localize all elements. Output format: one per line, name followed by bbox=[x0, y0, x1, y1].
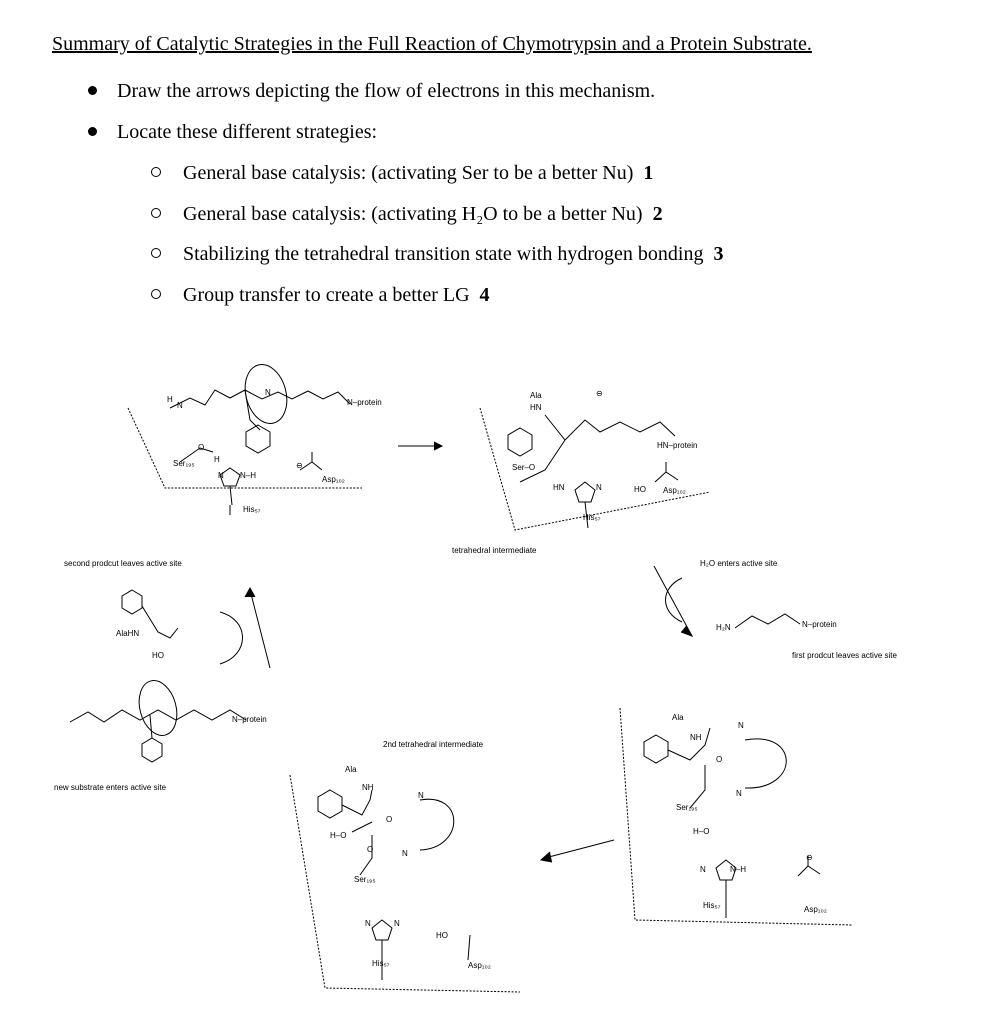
atom-label: H–O bbox=[330, 831, 347, 840]
residue-label: Ser₁₉₅ bbox=[676, 803, 698, 812]
atom-label: O bbox=[386, 815, 393, 824]
tetrahedral-label: tetrahedral intermediate bbox=[452, 546, 537, 555]
asp-sidechain bbox=[300, 452, 322, 470]
atom-label: H bbox=[214, 455, 220, 464]
tetrahedral-hydroxyl bbox=[352, 822, 372, 832]
product-leaving-line bbox=[250, 590, 270, 668]
residue-label: Asp₁₀₂ bbox=[663, 486, 686, 495]
protein-label: N–protein bbox=[802, 620, 837, 629]
atom-label: N bbox=[738, 721, 744, 730]
asp-sidechain bbox=[468, 935, 470, 960]
acyl-ser-bond bbox=[690, 765, 705, 808]
active-site-boundary bbox=[290, 775, 520, 992]
product-amine-label: AlaHN bbox=[116, 629, 140, 638]
substrate-backbone bbox=[70, 710, 246, 722]
product-phe-ring bbox=[122, 590, 142, 614]
phe-ring bbox=[142, 738, 162, 762]
asp-sidechain bbox=[655, 462, 678, 482]
phe-ring bbox=[508, 428, 532, 456]
atom-label: N bbox=[700, 865, 706, 874]
his-stem bbox=[230, 486, 232, 515]
his-loop bbox=[420, 799, 454, 850]
strategy-number: 3 bbox=[713, 243, 724, 265]
atom-label: NH bbox=[362, 783, 374, 792]
his-ring bbox=[372, 920, 392, 940]
atom-label: N bbox=[596, 483, 602, 492]
protein-label: N–protein bbox=[347, 398, 382, 407]
residue-label: Ala bbox=[672, 713, 684, 722]
scissile-bond-circle bbox=[133, 676, 182, 739]
residue-label: Asp₁₀₂ bbox=[468, 961, 491, 970]
residue-label: Ala bbox=[345, 765, 357, 774]
water-entry-line bbox=[654, 566, 692, 636]
atom-label: N–H bbox=[240, 471, 257, 480]
atom-label: N bbox=[265, 388, 271, 397]
atom-label: H bbox=[167, 395, 173, 404]
reaction-arrow-2 bbox=[545, 840, 614, 858]
amine-fragment-backbone bbox=[735, 614, 800, 628]
tetrahedral-backbone bbox=[342, 790, 372, 815]
phe-sidechain bbox=[150, 715, 152, 738]
residue-label: Ser₁₉₅ bbox=[354, 875, 376, 884]
arrowhead bbox=[681, 626, 692, 636]
strategy-number: 4 bbox=[479, 284, 490, 306]
atom-label: N bbox=[736, 789, 742, 798]
residue-label: His₅₇ bbox=[703, 901, 721, 910]
phe-sidechain bbox=[245, 390, 260, 430]
strategy-number: 1 bbox=[643, 162, 654, 184]
page-heading: Summary of Catalytic Strategies in the Full Reaction of Chymotrypsin and a Protein Substrate. bbox=[52, 33, 812, 55]
atom-label: O bbox=[367, 845, 374, 854]
acyl-backbone bbox=[668, 728, 710, 760]
ser-linkage bbox=[360, 835, 372, 875]
residue-label: His₅₇ bbox=[372, 959, 390, 968]
residue-label: Ala bbox=[530, 391, 542, 400]
phe-ring bbox=[644, 735, 668, 763]
product-leaving-curve bbox=[220, 612, 243, 664]
residue-label: His₅₇ bbox=[243, 505, 261, 514]
atom-label: O bbox=[198, 443, 205, 452]
arrowhead bbox=[541, 852, 552, 862]
phe-ring bbox=[246, 425, 270, 453]
atom-label: N bbox=[402, 849, 408, 858]
residue-label: Ser–O bbox=[512, 463, 536, 472]
strategy-number: 2 bbox=[652, 203, 663, 225]
atom-label: N bbox=[177, 401, 183, 410]
atom-label: N bbox=[394, 919, 400, 928]
strategy-text: General base catalysis: (activating Ser to be a better Nu) bbox=[183, 162, 634, 184]
charge-label: ⊖ bbox=[806, 853, 813, 862]
atom-label: HO bbox=[436, 931, 448, 940]
tetrahedral-backbone bbox=[545, 415, 675, 440]
residue-label: Ser₁₉₅ bbox=[173, 459, 195, 468]
panel-second-tetrahedral bbox=[290, 775, 520, 992]
charge-label: ⊖ bbox=[596, 389, 603, 398]
phe-ring bbox=[318, 790, 342, 818]
panel-enzyme-substrate bbox=[128, 360, 362, 515]
amine-label: H₂N bbox=[716, 623, 731, 632]
substrate-backbone bbox=[170, 390, 350, 408]
charge-label: ⊖ bbox=[296, 461, 303, 470]
strategy-text: Group transfer to create a better LG bbox=[183, 284, 470, 306]
atom-label: N–H bbox=[730, 865, 747, 874]
atom-label: H–O bbox=[693, 827, 710, 836]
his-ring bbox=[575, 482, 595, 502]
atom-label: HN bbox=[553, 483, 565, 492]
second-tetrahedral-label: 2nd tetrahedral intermediate bbox=[383, 740, 484, 749]
product-backbone bbox=[142, 606, 178, 638]
strategy-text: General base catalysis: (activating H₂O to be a better Nu) bbox=[183, 203, 643, 225]
atom-label: HO bbox=[152, 651, 164, 660]
first-product-label: first prodcut leaves active site bbox=[792, 651, 897, 660]
residue-label: Asp₁₀₂ bbox=[804, 905, 827, 914]
new-substrate-label: new substrate enters active site bbox=[54, 783, 167, 792]
atom-label: HO bbox=[634, 485, 646, 494]
water-entry-curve bbox=[666, 578, 683, 622]
arrowhead bbox=[245, 588, 255, 597]
residue-label: Asp₁₀₂ bbox=[322, 475, 345, 484]
active-site-boundary bbox=[620, 708, 852, 925]
bullet-text: Locate these different strategies: bbox=[117, 121, 378, 143]
atom-label: N bbox=[218, 471, 224, 480]
atom-label: N bbox=[418, 791, 424, 800]
protein-label: HN–protein bbox=[657, 441, 698, 450]
residue-label: His₅₇ bbox=[583, 513, 601, 522]
protein-label: N–protein bbox=[232, 715, 267, 724]
bullet-text: Draw the arrows depicting the flow of electrons in this mechanism. bbox=[117, 80, 656, 102]
new-substrate bbox=[70, 676, 246, 762]
atom-label: N bbox=[365, 919, 371, 928]
tetrahedral-ser-bond bbox=[520, 440, 565, 482]
atom-label: NH bbox=[690, 733, 702, 742]
atom-label: HN bbox=[530, 403, 542, 412]
his-loop bbox=[745, 739, 786, 788]
atom-label: O bbox=[716, 755, 723, 764]
second-product-label: second prodcut leaves active site bbox=[64, 559, 182, 568]
panel-acyl-enzyme bbox=[620, 708, 852, 925]
strategy-text: Stabilizing the tetrahedral transition state with hydrogen bonding bbox=[183, 243, 704, 265]
water-label: H₂O enters active site bbox=[700, 559, 778, 568]
arrowhead bbox=[434, 442, 442, 450]
